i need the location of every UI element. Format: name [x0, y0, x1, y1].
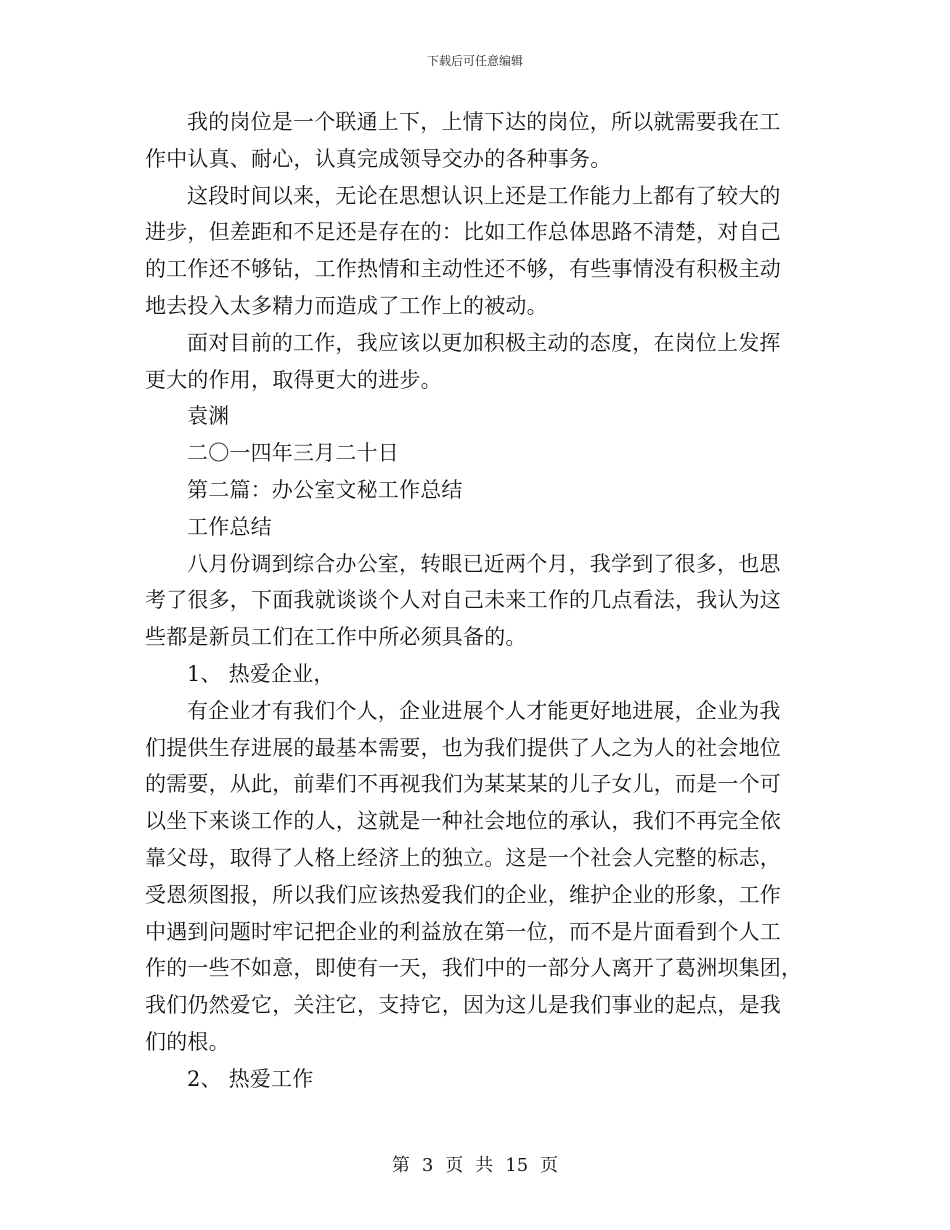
paragraph-line: 有企业才有我们个人，企业进展个人才能更好地进展，企业为我: [187, 698, 781, 723]
paragraph-line: 作中认真、耐心，认真完成领导交办的各种事务。: [145, 146, 612, 171]
footer-total-pages: 15: [505, 1155, 529, 1176]
paragraph-line: 的工作还不够钻，工作热情和主动性还不够，有些事情没有积极主动: [145, 257, 781, 282]
list-heading: 1、 热爱企业，: [187, 661, 335, 686]
paragraph-line: 八月份调到综合办公室，转眼已近两个月，我学到了很多，也思: [187, 551, 781, 576]
paragraph-line: 的需要，从此，前辈们不再视我们为某某某的儿子女儿，而是一个可: [145, 772, 781, 797]
paragraph-line: 地去投入太多精力而造成了工作上的被动。: [145, 293, 548, 318]
paragraph-line: 进步，但差距和不足还是存在的：比如工作总体思路不清楚，对自己: [145, 220, 781, 245]
document-body: [145, 104, 805, 1098]
paragraph-line: 面对目前的工作，我应该以更加积极主动的态度，在岗位上发挥: [187, 330, 781, 355]
footer-page-number: 3: [421, 1155, 434, 1176]
footer-page-label: 页: [445, 1155, 464, 1176]
section-subtitle: 工作总结: [187, 514, 272, 539]
footer-total-label: 共: [475, 1155, 494, 1176]
paragraph-line: 考了很多，下面我就谈谈个人对自己未来工作的几点看法，我认为这: [145, 588, 781, 613]
paragraph-line: 我们仍然爱它，关注它，支持它，因为这儿是我们事业的起点，是我: [145, 993, 781, 1018]
paragraph-line: 们提供生存进展的最基本需要，也为我们提供了人之为人的社会地位: [145, 735, 781, 760]
paragraph-line: 受恩须图报，所以我们应该热爱我们的企业，维护企业的形象，工作: [145, 882, 781, 907]
page-header-note: 下载后可任意编辑: [426, 54, 523, 68]
paragraph-line: 中遇到问题时牢记把企业的利益放在第一位，而不是片面看到个人工: [145, 919, 781, 944]
footer-suffix: 页: [540, 1155, 559, 1176]
paragraph-line: 靠父母，取得了人格上经济上的独立。这是一个社会人完整的标志，: [145, 845, 781, 870]
signature-name: 袁渊: [187, 404, 230, 429]
list-heading: 2、 热爱工作: [187, 1066, 314, 1091]
page-footer: [0, 1154, 950, 1178]
paragraph-line: 些都是新员工们在工作中所必须具备的。: [145, 625, 527, 650]
footer-prefix: 第: [391, 1155, 410, 1176]
signature-date: 二〇一四年三月二十日: [187, 441, 399, 466]
section-title: 第二篇：办公室文秘工作总结: [187, 477, 463, 502]
paragraph-line: 更大的作用，取得更大的进步。: [145, 367, 442, 392]
paragraph-line: 以坐下来谈工作的人，这就是一种社会地位的承认，我们不再完全依: [145, 809, 781, 834]
paragraph-line: 们的根。: [145, 1029, 230, 1054]
paragraph-line: 这段时间以来，无论在思想认识上还是工作能力上都有了较大的: [187, 183, 781, 208]
paragraph-line: 作的一些不如意，即使有一天，我们中的一部分人离开了葛洲坝集团，: [145, 956, 803, 981]
paragraph-line: 我的岗位是一个联通上下，上情下达的岗位，所以就需要我在工: [187, 110, 781, 134]
